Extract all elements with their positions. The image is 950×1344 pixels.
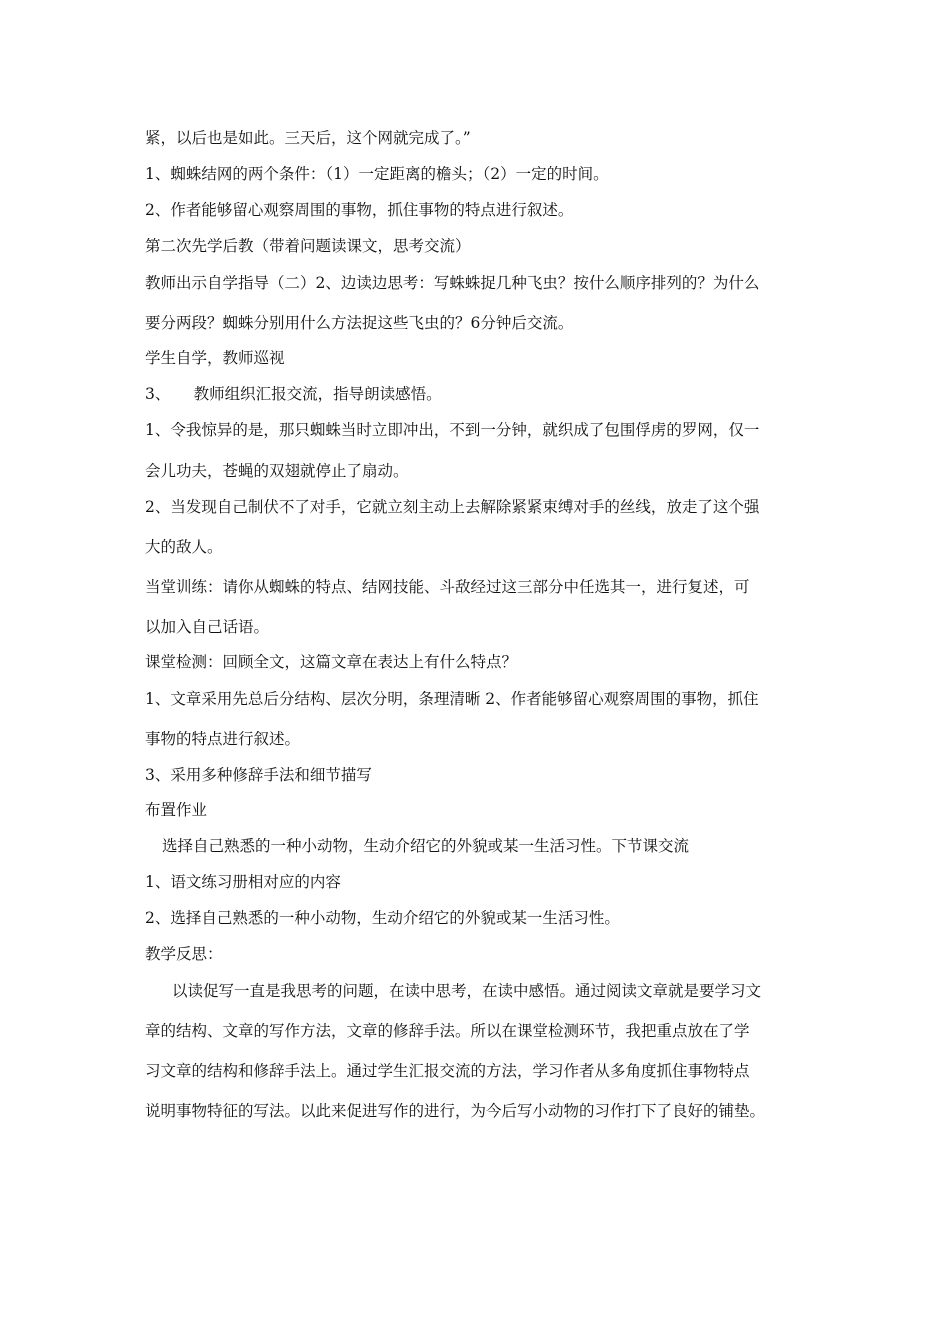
text-line: 事物的特点进行叙述。: [145, 730, 301, 748]
text-line: 学生自学，教师巡视: [145, 349, 285, 367]
text-line: 章的结构、文章的写作方法，文章的修辞手法。所以在课堂检测环节，我把重点放在了学: [145, 1022, 750, 1040]
text-line: 会儿功夫，苍蝇的双翅就停止了扇动。: [145, 462, 409, 480]
text-line: 要分两段？蜘蛛分别用什么方法捉这些飞虫的？6分钟后交流。: [145, 314, 574, 332]
text-line: 紧，以后也是如此。三天后，这个网就完成了。”: [145, 129, 471, 147]
text-line: 1、令我惊异的是，那只蜘蛛当时立即冲出，不到一分钟，就织成了包围俘虏的罗网，仅一: [145, 421, 760, 439]
text-line: 3、采用多种修辞手法和细节描写: [145, 766, 372, 784]
text-line: 课堂检测：回顾全文，这篇文章在表达上有什么特点？: [145, 653, 518, 671]
text-line: 第二次先学后教（带着问题读课文，思考交流）: [145, 237, 471, 255]
text-line: 说明事物特征的写法。以此来促进写作的进行，为今后写小动物的习作打下了良好的铺垫。: [145, 1102, 766, 1120]
text-line: 1、文章采用先总后分结构、层次分明，条理清晰 2、作者能够留心观察周围的事物，抓住: [145, 690, 759, 708]
text-line: 1、蜘蛛结网的两个条件：（1）一定距离的檐头；（2）一定的时间。: [145, 165, 609, 183]
text-line: 习文章的结构和修辞手法上。通过学生汇报交流的方法，学习作者从多角度抓住事物特点: [145, 1062, 750, 1080]
text-line: 以加入自己话语。: [145, 618, 270, 636]
text-line: 2、作者能够留心观察周围的事物，抓住事物的特点进行叙述。: [145, 201, 574, 219]
text-line: 教师出示自学指导（二）2、边读边思考：写蛛蛛捉几种飞虫？按什么顺序排列的？为什么: [145, 274, 760, 292]
text-line: 2、选择自己熟悉的一种小动物，生动介绍它的外貌或某一生活习性。: [145, 909, 620, 927]
text-line: 2、当发现自己制伏不了对手，它就立刻主动上去解除紧紧束缚对手的丝线，放走了这个强: [145, 498, 760, 516]
text-line: 当堂训练：请你从蜘蛛的特点、结网技能、斗敌经过这三部分中任选其一，进行复述，可: [145, 578, 750, 596]
text-line: 大的敌人。: [145, 538, 223, 556]
text-line: 1、语文练习册相对应的内容: [145, 873, 341, 891]
text-line: 教学反思：: [145, 945, 223, 963]
text-line: 选择自己熟悉的一种小动物，生动介绍它的外貌或某一生活习性。下节课交流: [162, 837, 690, 855]
text-line: 以读促写一直是我思考的问题，在读中思考，在读中感悟。通过阅读文章就是要学习文: [172, 982, 762, 1000]
text-line: 3、 教师组织汇报交流，指导朗读感悟。: [145, 385, 442, 403]
text-line: 布置作业: [145, 801, 208, 819]
